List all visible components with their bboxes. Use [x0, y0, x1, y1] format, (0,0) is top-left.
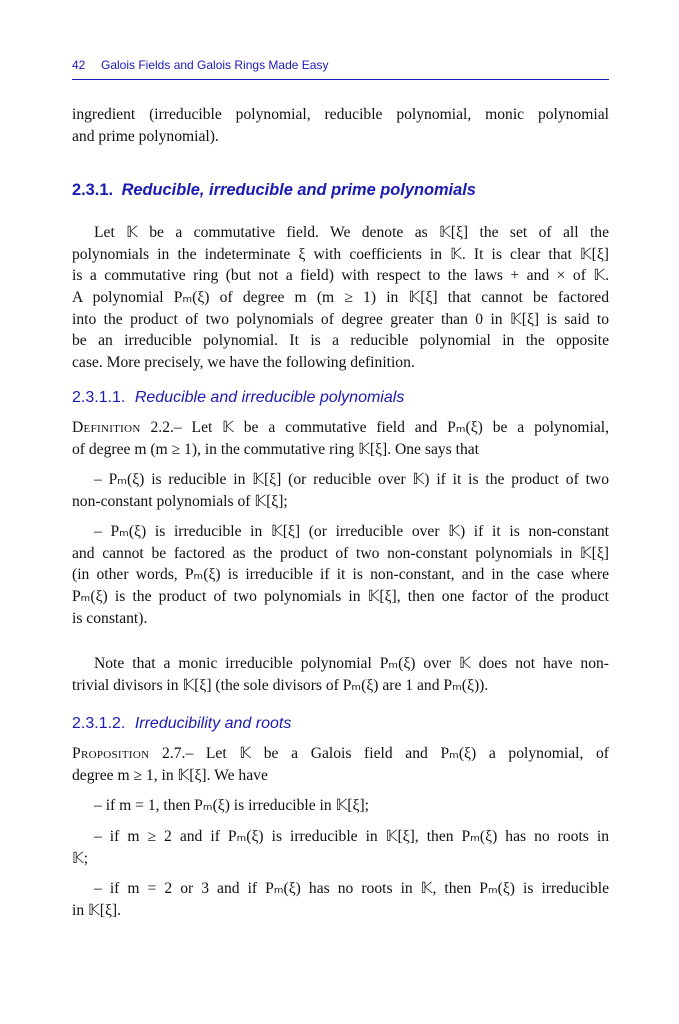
proposition-label: Proposition — [72, 745, 150, 762]
section-number: 2.3.1. — [72, 181, 114, 199]
definition-item-irreducible — [72, 521, 609, 629]
proposition-number: 2.7.– — [162, 745, 194, 762]
subsection-heading — [72, 715, 291, 733]
text-line: ingredient (irreducible polynomial, reducible polynomial, monic polynomial — [72, 106, 609, 123]
page-number: 42 — [72, 58, 86, 72]
subsection-title: Irreducibility and roots — [134, 715, 292, 732]
text-line: is a commutative ring (but not a field) with respect to the laws + and × of 𝕂. — [72, 267, 609, 285]
text-line: trivial divisors in 𝕂[ξ] (the sole divisors of Pₘ(ξ) are 1 and Pₘ(ξ)). — [72, 676, 489, 694]
subsection-number: 2.3.1.1. — [72, 389, 126, 406]
text-line: Note that a monic irreducible polynomial Pₘ(ξ) over 𝕂 does not have non- — [94, 655, 609, 672]
definition-text: Let 𝕂 be a commutative field and Pₘ(ξ) be a polynomial, — [191, 419, 609, 436]
text-line: be an irreducible polynomial. It is a reducible polynomial in the opposite — [72, 332, 609, 350]
text-line: in 𝕂[ξ]. — [72, 901, 121, 919]
section-heading — [72, 181, 476, 200]
text-line: (in other words, Pₘ(ξ) is irreducible if it is non-constant, and in the case where — [72, 566, 609, 584]
text-line: of degree m (m ≥ 1), in the commutative ring 𝕂[ξ]. One says that — [72, 440, 480, 458]
text-line: – if m = 1, then Pₘ(ξ) is irreducible in 𝕂[ξ]; — [94, 797, 369, 814]
running-head — [72, 58, 608, 72]
text-line: non-constant polynomials of 𝕂[ξ]; — [72, 492, 288, 510]
text-line: – if m = 2 or 3 and if Pₘ(ξ) has no roots in 𝕂, then Pₘ(ξ) is irreducible — [94, 880, 609, 897]
subsection-title: Reducible and irreducible polynomials — [134, 389, 405, 406]
text-line: Pₘ(ξ) is the product of two polynomials in 𝕂[ξ], then one factor of the product — [72, 588, 609, 606]
text-line: into the product of two polynomials of degree greater than 0 in 𝕂[ξ] is said to — [72, 310, 609, 328]
proposition-item-3 — [72, 878, 609, 921]
text-line: 𝕂; — [72, 849, 89, 867]
header-rule — [72, 79, 609, 80]
text-line: is constant). — [72, 609, 148, 627]
text-line: case. More precisely, we have the following definition. — [72, 354, 415, 372]
text-line: – Pₘ(ξ) is reducible in 𝕂[ξ] (or reducible over 𝕂) if it is the product of two — [94, 471, 609, 488]
definition-block — [72, 417, 609, 460]
proposition-block — [72, 743, 609, 786]
text-line: A polynomial Pₘ(ξ) of degree m (m ≥ 1) in 𝕂[ξ] that cannot be factored — [72, 289, 609, 307]
text-line: – Pₘ(ξ) is irreducible in 𝕂[ξ] (or irreducible over 𝕂) if it is non-constant — [94, 523, 609, 540]
text-line — [72, 743, 609, 765]
text-line: degree m ≥ 1, in 𝕂[ξ]. We have — [72, 766, 268, 784]
proposition-item-2 — [72, 826, 609, 869]
definition-number: 2.2.– — [150, 419, 182, 436]
definition-label: Definition — [72, 419, 141, 436]
text-line: Let 𝕂 be a commutative field. We denote as 𝕂[ξ] the set of all the — [94, 224, 609, 241]
section-title: Reducible, irreducible and prime polynomials — [121, 181, 476, 199]
text-line: polynomials in the indeterminate ξ with coefficients in 𝕂. It is clear that 𝕂[ξ] — [72, 245, 609, 263]
proposition-item-1 — [72, 795, 609, 817]
running-title: Galois Fields and Galois Rings Made Easy — [101, 58, 329, 72]
definition-item-reducible — [72, 469, 609, 512]
text-line: – if m ≥ 2 and if Pₘ(ξ) is irreducible in 𝕂[ξ], then Pₘ(ξ) has no roots in — [94, 828, 609, 845]
intro-paragraph — [72, 104, 609, 147]
subsection-number: 2.3.1.2. — [72, 715, 126, 732]
subsection-heading — [72, 389, 404, 407]
section-paragraph — [72, 222, 609, 374]
text-line: and prime polynomial). — [72, 127, 219, 145]
text-line — [72, 417, 609, 439]
note-paragraph — [72, 653, 609, 696]
proposition-text: Let 𝕂 be a Galois field and Pₘ(ξ) a polynomial, of — [205, 745, 609, 762]
text-line: and cannot be factored as the product of two non-constant polynomials in 𝕂[ξ] — [72, 544, 609, 562]
